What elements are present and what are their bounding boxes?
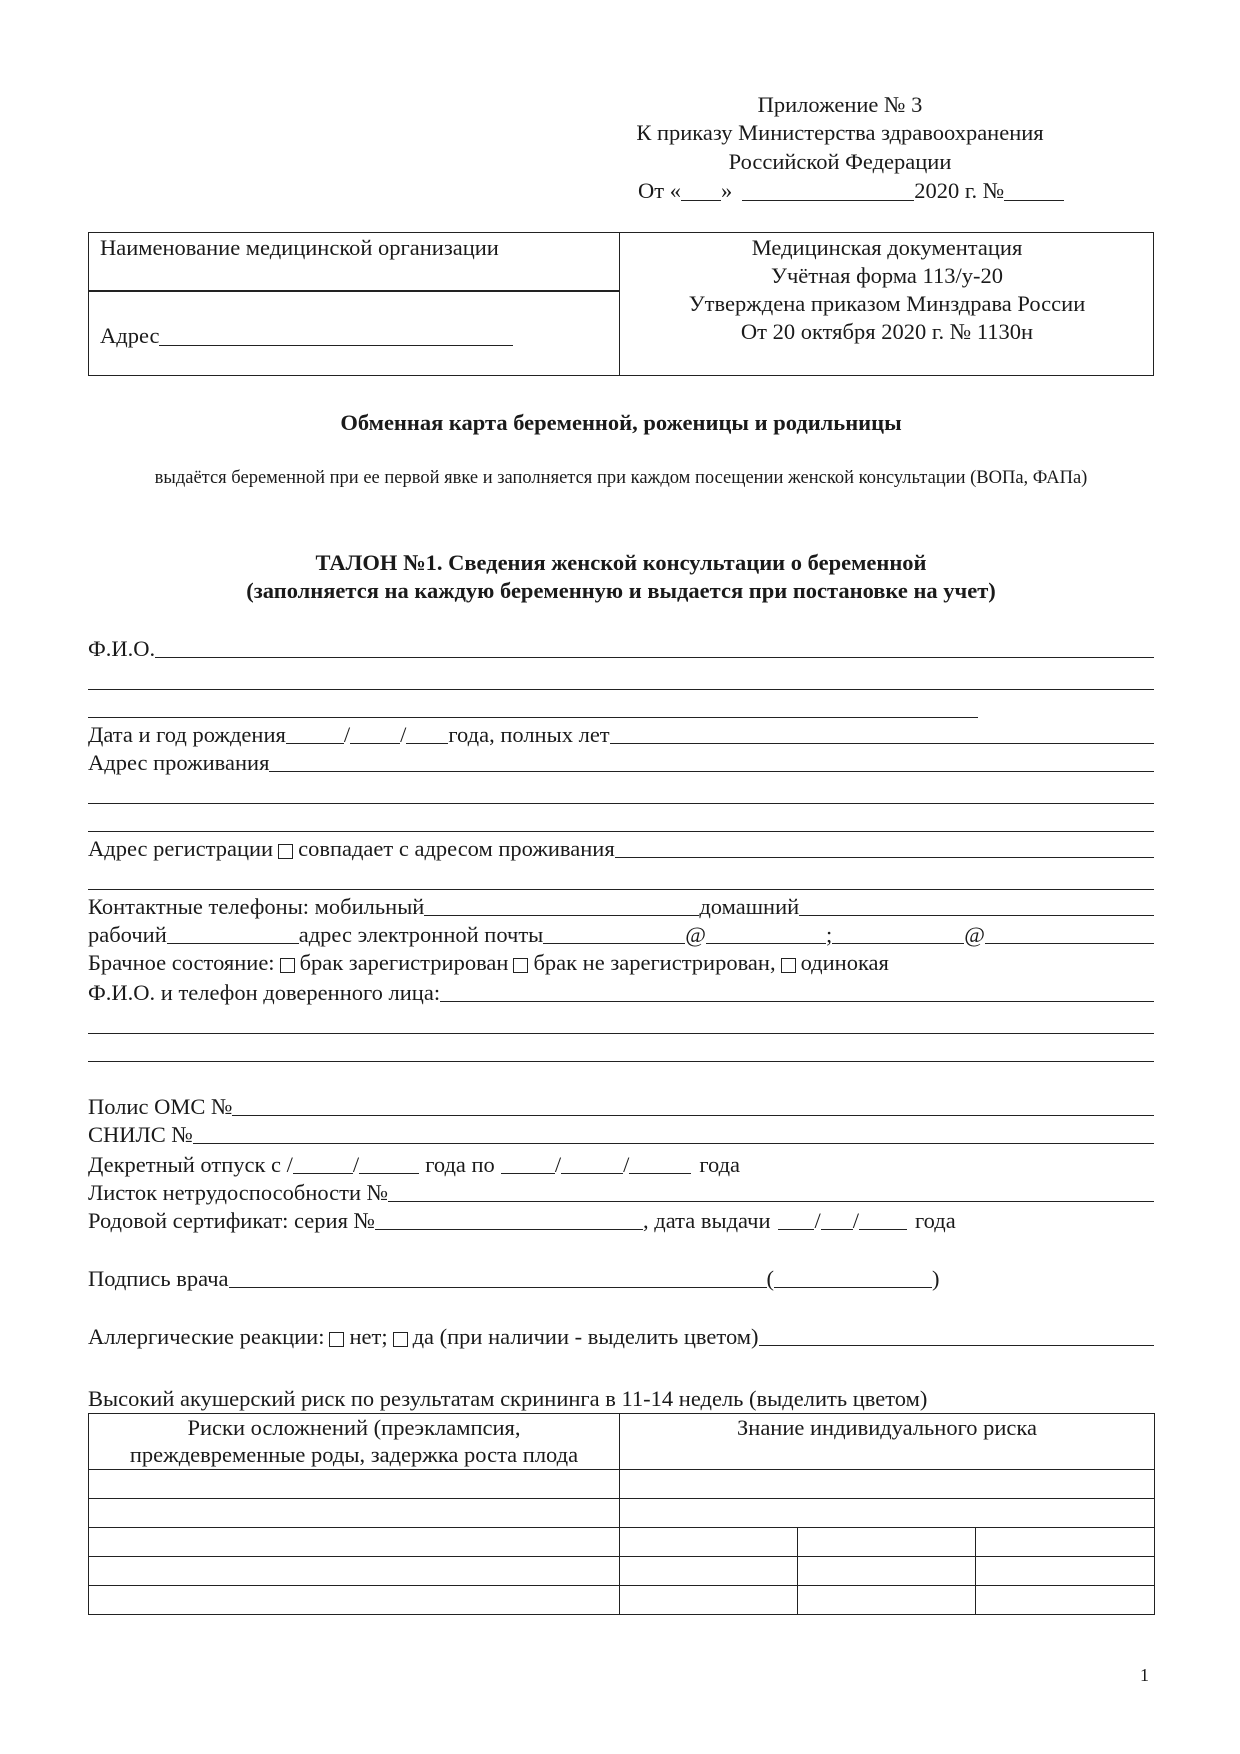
fio-label: Ф.И.О. — [88, 636, 156, 661]
risk-value-cell[interactable] — [976, 1528, 1155, 1557]
residence-line2[interactable] — [88, 803, 1154, 804]
risk-value-cell[interactable] — [620, 1557, 798, 1586]
residence-row — [88, 748, 1154, 776]
annex-date — [638, 177, 1064, 205]
page-title: Обменная карта беременной, роженицы и родильницы — [340, 410, 902, 435]
doctor-name-open: ( — [766, 1266, 775, 1291]
doctor-sign-input[interactable] — [229, 1267, 767, 1288]
risk-cell[interactable] — [89, 1528, 620, 1557]
risk-cell[interactable] — [89, 1586, 620, 1615]
talon-subtitle: (заполняется на каждую беременную и выдается при постановке на учет) — [246, 578, 996, 603]
marital-registered-checkbox[interactable] — [280, 958, 295, 973]
snils-row — [88, 1120, 1154, 1148]
email-separator: ; — [826, 922, 833, 947]
leave-to-month[interactable] — [561, 1153, 623, 1174]
work-phone-input[interactable] — [167, 923, 299, 944]
risk-value-cell[interactable] — [976, 1586, 1155, 1615]
risk-cell[interactable] — [89, 1470, 620, 1499]
oms-row — [88, 1092, 1154, 1120]
doc-line4: От 20 октября 2020 г. № 1130н — [740, 319, 1034, 344]
issue-day-input[interactable] — [778, 1209, 814, 1230]
risk-value-cell[interactable] — [620, 1528, 798, 1557]
risk-value-cell[interactable] — [798, 1528, 976, 1557]
doctor-sign-label: Подпись врача — [88, 1266, 229, 1291]
allergy-label: Аллергические реакции: — [88, 1324, 325, 1349]
leave-label: Декретный отпуск с / — [88, 1152, 293, 1177]
marital-label: Брачное состояние: — [88, 950, 275, 975]
trusted-input[interactable] — [440, 981, 1154, 1002]
home-phone-label: домашний — [699, 894, 800, 919]
sick-leave-row — [88, 1178, 1154, 1206]
residence-input[interactable] — [269, 751, 1154, 772]
email1-user-input[interactable] — [543, 923, 685, 944]
snils-label: СНИЛС № — [88, 1122, 193, 1147]
annex-day-blank[interactable] — [681, 180, 721, 201]
risk-table-row — [89, 1586, 1155, 1615]
annex-date-year: 2020 г. № — [914, 178, 1005, 203]
issue-date-label: , дата выдачи — [643, 1208, 771, 1233]
email2-domain-input[interactable] — [985, 923, 1154, 944]
fio-row — [88, 634, 1154, 662]
phones-label: Контактные телефоны: мобильный — [88, 894, 425, 919]
org-name-label: Наименование медицинской организации — [100, 235, 499, 260]
allergy-yes-label: да (при наличии - выделить цветом) — [412, 1324, 759, 1349]
allergy-yes-checkbox[interactable] — [393, 1332, 408, 1347]
leave-slash-1: / — [352, 1152, 360, 1177]
work-phone-label: рабочий — [88, 922, 167, 947]
birth-month-input[interactable] — [350, 723, 400, 744]
marital-row — [88, 948, 1154, 976]
doc-line1: Медицинская документация — [751, 235, 1023, 260]
doc-line3: Утверждена приказом Минздрава России — [688, 291, 1086, 316]
birth-year-input[interactable] — [406, 723, 448, 744]
annex-month-blank[interactable] — [742, 180, 914, 201]
annex-date-prefix: От « — [638, 178, 681, 203]
annex-line3: Российской Федерации — [728, 149, 952, 174]
birth-slash-1: / — [343, 722, 351, 747]
address-input[interactable] — [159, 325, 513, 346]
fio-line3[interactable] — [88, 717, 978, 718]
address-field — [100, 322, 513, 350]
annex-line1: Приложение № 3 — [757, 92, 923, 117]
risk-col1-line1: Риски осложнений (преэклампсия, — [187, 1415, 521, 1440]
risk-value-cell[interactable] — [620, 1499, 1155, 1528]
risk-table — [88, 1413, 1155, 1615]
registration-match-label: совпадает с адресом проживания — [298, 836, 615, 861]
risk-cell[interactable] — [89, 1499, 620, 1528]
doctor-name-close: ) — [932, 1266, 940, 1291]
risk-value-cell[interactable] — [620, 1470, 1155, 1499]
home-phone-input[interactable] — [799, 895, 1154, 916]
trusted-label: Ф.И.О. и телефон доверенного лица: — [88, 980, 441, 1005]
risk-table-row — [89, 1528, 1155, 1557]
email1-at: @ — [685, 922, 707, 947]
allergy-no-checkbox[interactable] — [329, 1332, 344, 1347]
risk-value-cell[interactable] — [798, 1557, 976, 1586]
email-label: адрес электронной почты — [298, 922, 544, 947]
birth-row — [88, 720, 1154, 748]
allergy-row — [88, 1322, 1154, 1350]
mobile-phone-input[interactable] — [424, 895, 699, 916]
birth-day-input[interactable] — [286, 723, 344, 744]
birth-year-label: года, полных лет — [448, 722, 610, 747]
registration-label: Адрес регистрации — [88, 836, 274, 861]
email2-at: @ — [964, 922, 986, 947]
trusted-line2[interactable] — [88, 1033, 1154, 1034]
leave-from-day[interactable] — [293, 1153, 353, 1174]
marital-unregistered-checkbox[interactable] — [513, 958, 528, 973]
birth-slash-2: / — [400, 722, 407, 747]
registration-match-checkbox[interactable] — [278, 844, 293, 859]
registration-input[interactable] — [615, 837, 1154, 858]
risk-value-cell[interactable] — [620, 1586, 798, 1615]
risk-table-row — [89, 1557, 1155, 1586]
sick-leave-label: Листок нетрудоспособности № — [88, 1180, 389, 1205]
risk-col2-header: Знание индивидуального риска — [620, 1414, 1155, 1470]
risk-heading: Высокий акушерский риск по результатам скрининга в 11-14 недель (выделить цветом) — [88, 1386, 928, 1411]
page-subtitle: выдаётся беременной при ее первой явке и заполняется при каждом посещении женской консультации (ВОПа, ФАПа) — [154, 468, 1088, 488]
age-input[interactable] — [610, 723, 1154, 744]
snils-input[interactable] — [193, 1123, 1154, 1144]
marital-single-checkbox[interactable] — [781, 958, 796, 973]
marital-unregistered-label: брак не зарегистрирован, — [533, 950, 776, 975]
leave-to-year[interactable] — [629, 1153, 691, 1174]
oms-input[interactable] — [232, 1095, 1154, 1116]
risk-col1-line2: преждевременные роды, задержка роста плода — [129, 1442, 579, 1467]
leave-from-month[interactable] — [359, 1153, 419, 1174]
work-email-row — [88, 920, 1154, 948]
doc-line2: Учётная форма 113/у-20 — [771, 263, 1003, 288]
email2-user-input[interactable] — [832, 923, 964, 944]
birth-label: Дата и год рождения — [88, 722, 286, 747]
trusted-row — [88, 978, 1154, 1006]
email1-domain-input[interactable] — [706, 923, 826, 944]
issue-year-word: года — [915, 1208, 956, 1233]
leave-to-label: года по — [425, 1152, 495, 1177]
risk-value-cell[interactable] — [976, 1557, 1155, 1586]
phones-row — [88, 892, 1154, 920]
annex-date-mid: » — [720, 178, 733, 203]
residence-line3[interactable] — [88, 831, 1154, 832]
risk-cell[interactable] — [89, 1557, 620, 1586]
allergy-no-label: нет; — [349, 1324, 388, 1349]
registration-line2[interactable] — [88, 889, 1154, 890]
fio-input[interactable] — [155, 637, 1154, 658]
leave-slash-2: / — [554, 1152, 562, 1177]
talon-title: ТАЛОН №1. Сведения женской консультации о беременной — [315, 550, 927, 575]
issue-year-input[interactable] — [859, 1209, 907, 1230]
certificate-series-input[interactable] — [375, 1209, 643, 1230]
marital-single-label: одинокая — [800, 950, 889, 975]
doctor-sign-row — [88, 1264, 1154, 1292]
risk-table-row — [89, 1499, 1155, 1528]
annex-line2: К приказу Министерства здравоохранения — [636, 120, 1044, 145]
leave-row — [88, 1150, 1154, 1178]
issue-month-input[interactable] — [821, 1209, 853, 1230]
allergy-input[interactable] — [759, 1325, 1155, 1346]
marital-registered-label: брак зарегистрирован — [299, 950, 509, 975]
registration-row — [88, 834, 1154, 862]
residence-label: Адрес проживания — [88, 750, 270, 775]
leave-to-day[interactable] — [501, 1153, 555, 1174]
certificate-row — [88, 1206, 1154, 1234]
risk-table-row — [89, 1470, 1155, 1499]
issue-slash-1: / — [814, 1208, 821, 1233]
sick-leave-input[interactable] — [388, 1181, 1154, 1202]
risk-col1-header — [89, 1414, 620, 1470]
doctor-name-input[interactable] — [774, 1267, 932, 1288]
header-org-divider — [88, 290, 619, 292]
risk-value-cell[interactable] — [798, 1586, 976, 1615]
certificate-label: Родовой сертификат: серия № — [88, 1208, 376, 1233]
issue-slash-2: / — [852, 1208, 860, 1233]
annex-number-blank[interactable] — [1004, 180, 1064, 201]
risk-table-header-row — [89, 1414, 1155, 1470]
page-number: 1 — [1140, 1665, 1149, 1685]
oms-label: Полис ОМС № — [88, 1094, 233, 1119]
trusted-line3[interactable] — [88, 1061, 1154, 1062]
fio-line2[interactable] — [88, 689, 1154, 690]
address-label: Адрес — [100, 323, 160, 348]
leave-slash-3: / — [623, 1152, 630, 1177]
leave-year-word: года — [699, 1152, 741, 1177]
